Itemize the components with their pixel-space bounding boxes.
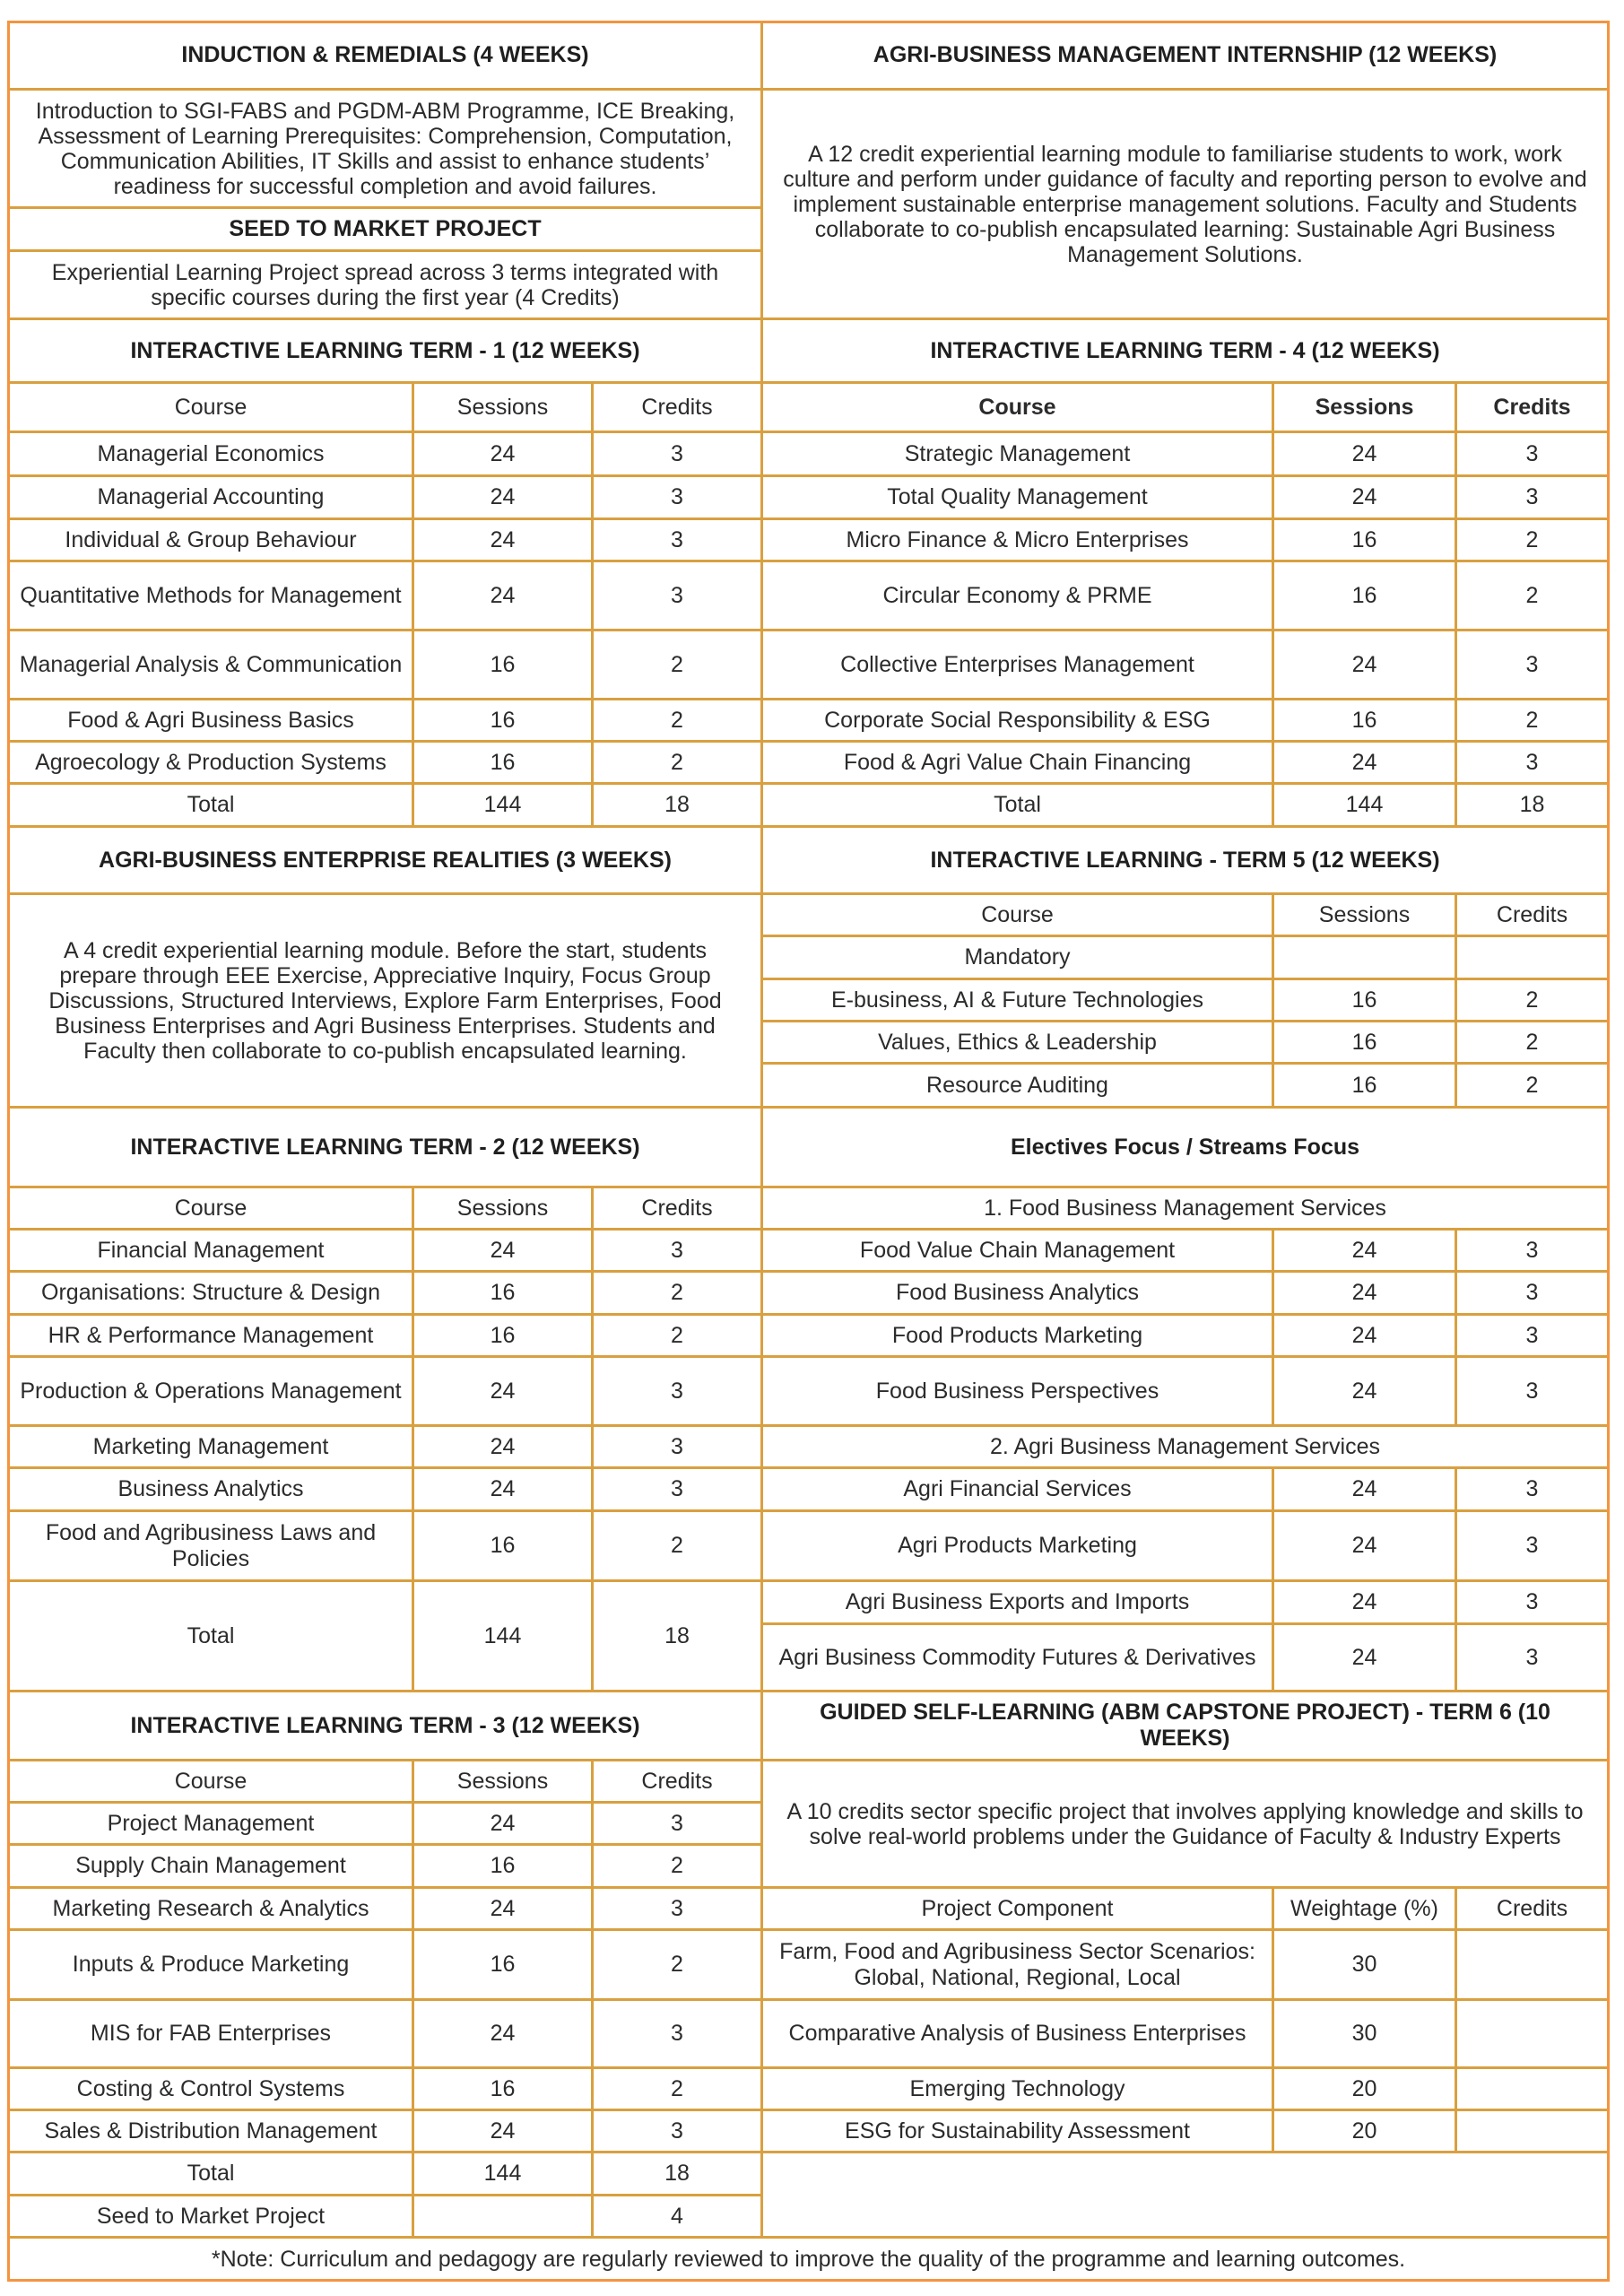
- term3-header-sessions: Sessions: [414, 1761, 594, 1804]
- term2-row-credits: 2: [594, 1316, 763, 1358]
- term3-row-sessions: 24: [414, 1889, 594, 1931]
- term4-row-sessions: 24: [1274, 433, 1457, 477]
- term2-row-sessions: 16: [414, 1512, 594, 1582]
- term1-header-sessions: Sessions: [414, 384, 594, 433]
- term4-row-credits: 2: [1457, 700, 1607, 743]
- term3-row-sessions: 16: [414, 2069, 594, 2111]
- term2-row-sessions: 24: [414, 1231, 594, 1273]
- capstone-row-course: Comparative Analysis of Business Enterprises: [763, 2001, 1274, 2069]
- term3-row-sessions: 16: [414, 1931, 594, 2001]
- induction-description: Introduction to SGI-FABS and PGDM-ABM Programme, ICE Breaking, Assessment of Learning Prerequisites: Comprehension, Computation, Communication Abilities, IT Skills and assist to enhance students’ readiness for successful completion and avoid failures.: [10, 91, 763, 209]
- term3-row-credits: 2: [594, 1931, 763, 2001]
- term1-row-course: Managerial Accounting: [10, 477, 414, 520]
- term3-row-credits: 18: [594, 2153, 763, 2196]
- term4-row-credits: 3: [1457, 477, 1607, 520]
- term2-row-credits: 3: [594, 1427, 763, 1469]
- term4-header-credits: Credits: [1457, 384, 1607, 433]
- term2-row-credits: 3: [594, 1469, 763, 1512]
- term1-row-credits: 2: [594, 743, 763, 785]
- term3-row-course: Sales & Distribution Management: [10, 2111, 414, 2153]
- term4-row-course: Total Quality Management: [763, 477, 1274, 520]
- term4-row-sessions: 24: [1274, 477, 1457, 520]
- term4-row-credits: 2: [1457, 520, 1607, 562]
- term4-row-credits: 3: [1457, 743, 1607, 785]
- capstone-row-credits: [1457, 2069, 1607, 2111]
- term4-header-sessions: Sessions: [1274, 384, 1457, 433]
- term3-row-credits: 3: [594, 2001, 763, 2069]
- term5-header-course: Course: [763, 895, 1274, 937]
- term2-row-sessions: 16: [414, 1316, 594, 1358]
- term2-header-sessions: Sessions: [414, 1188, 594, 1231]
- capstone-row-sessions: 30: [1274, 2001, 1457, 2069]
- stream-agri-row-sessions: 24: [1274, 1469, 1457, 1512]
- stream-food-row-credits: 3: [1457, 1316, 1607, 1358]
- enterprise-realities-description: A 4 credit experiential learning module. Before the start, students prepare through EEE Exercise, Appreciative Inquiry, Focus Group Discussions, Structured Interviews, Explore Farm Enterprises, Food Business Enterprises and Agri Business Enterprises. Students and Faculty then collaborate to co-publish encapsulated learning.: [10, 895, 763, 1109]
- term1-row-credits: 3: [594, 520, 763, 562]
- term1-row-sessions: 24: [414, 562, 594, 631]
- stream-agri-row-course: Agri Business Exports and Imports: [763, 1582, 1274, 1625]
- term4-row-course: Micro Finance & Micro Enterprises: [763, 520, 1274, 562]
- term2-row-course: Production & Operations Management: [10, 1358, 414, 1427]
- capstone-row-credits: [1457, 1931, 1607, 2001]
- term2-row-course: Food and Agribusiness Laws and Policies: [10, 1512, 414, 1582]
- term3-row-course: Seed to Market Project: [10, 2196, 414, 2239]
- stream-food-row-credits: 3: [1457, 1231, 1607, 1273]
- term3-row-credits: 3: [594, 1889, 763, 1931]
- term3-row-credits: 2: [594, 1846, 763, 1889]
- capstone-row-sessions: 20: [1274, 2111, 1457, 2153]
- stream-food-row-credits: 3: [1457, 1358, 1607, 1427]
- stream-food-row-course: Food Business Analytics: [763, 1273, 1274, 1316]
- term2-row-course: Total: [10, 1582, 414, 1692]
- capstone-row-course: ESG for Sustainability Assessment: [763, 2111, 1274, 2153]
- term5-title: INTERACTIVE LEARNING - TERM 5 (12 WEEKS): [763, 828, 1607, 895]
- term5-header-sessions: Sessions: [1274, 895, 1457, 937]
- term2-row-course: HR & Performance Management: [10, 1316, 414, 1358]
- term4-row-credits: 3: [1457, 631, 1607, 700]
- term3-row-course: Costing & Control Systems: [10, 2069, 414, 2111]
- induction-title: INDUCTION & REMEDIALS (4 WEEKS): [10, 22, 763, 91]
- stream-food-row-sessions: 24: [1274, 1358, 1457, 1427]
- term4-row-sessions: 24: [1274, 743, 1457, 785]
- footer-note: *Note: Curriculum and pedagogy are regularly reviewed to improve the quality of the programme and learning outcomes.: [211, 2247, 1406, 2272]
- term2-row-sessions: 144: [414, 1582, 594, 1692]
- capstone-description: A 10 credits sector specific project that involves applying knowledge and skills to solve real-world problems under the Guidance of Faculty & Industry Experts: [763, 1761, 1607, 1889]
- stream-agri-row-sessions: 24: [1274, 1582, 1457, 1625]
- capstone-title: GUIDED SELF-LEARNING (ABM CAPSTONE PROJECT) - TERM 6 (10 WEEKS): [763, 1692, 1607, 1761]
- term3-row-course: MIS for FAB Enterprises: [10, 2001, 414, 2069]
- term2-row-sessions: 24: [414, 1427, 594, 1469]
- term3-row-sessions: [414, 2196, 594, 2239]
- seed-to-market-title: SEED TO MARKET PROJECT: [10, 209, 763, 252]
- term2-row-sessions: 16: [414, 1273, 594, 1316]
- term1-row-course: Total: [10, 785, 414, 828]
- term5-row-sessions: 16: [1274, 1022, 1457, 1065]
- stream-food-row-course: Food Value Chain Management: [763, 1231, 1274, 1273]
- term1-row-sessions: 16: [414, 631, 594, 700]
- term4-row-course: Circular Economy & PRME: [763, 562, 1274, 631]
- stream-food-row-sessions: 24: [1274, 1316, 1457, 1358]
- capstone-row-sessions: 20: [1274, 2069, 1457, 2111]
- term1-row-course: Managerial Economics: [10, 433, 414, 477]
- term3-header-course: Course: [10, 1761, 414, 1804]
- term1-header-credits: Credits: [594, 384, 763, 433]
- internship-title: AGRI-BUSINESS MANAGEMENT INTERNSHIP (12 WEEKS): [763, 22, 1607, 91]
- stream-agri-row-course: Agri Business Commodity Futures & Derivatives: [763, 1625, 1274, 1692]
- term1-row-course: Agroecology & Production Systems: [10, 743, 414, 785]
- stream-food-row-credits: 3: [1457, 1273, 1607, 1316]
- stream-food-row-sessions: 24: [1274, 1273, 1457, 1316]
- term2-row-credits: 3: [594, 1231, 763, 1273]
- capstone-row-sessions: 30: [1274, 1931, 1457, 2001]
- term1-row-credits: 2: [594, 700, 763, 743]
- term2-row-credits: 2: [594, 1273, 763, 1316]
- internship-description: A 12 credit experiential learning module to familiarise students to work, work culture and perform under guidance of faculty and reporting person to evolve and implement sustainable enterprise management solutions. Faculty and Students collaborate to co-publish encapsulated learning: Sustainable Agri Business Management Solutions.: [763, 91, 1607, 320]
- term5-row-credits: 2: [1457, 1065, 1607, 1109]
- term5-mandatory-credits: [1457, 937, 1607, 980]
- term2-row-course: Business Analytics: [10, 1469, 414, 1512]
- term4-row-credits: 2: [1457, 562, 1607, 631]
- term2-title: INTERACTIVE LEARNING TERM - 2 (12 WEEKS): [10, 1109, 763, 1188]
- electives-title: Electives Focus / Streams Focus: [763, 1109, 1607, 1188]
- term1-row-credits: 3: [594, 433, 763, 477]
- stream-food-row-course: Food Products Marketing: [763, 1316, 1274, 1358]
- term1-row-course: Managerial Analysis & Communication: [10, 631, 414, 700]
- term3-header-credits: Credits: [594, 1761, 763, 1804]
- term1-row-course: Individual & Group Behaviour: [10, 520, 414, 562]
- term2-row-credits: 2: [594, 1512, 763, 1582]
- term4-row-course: Strategic Management: [763, 433, 1274, 477]
- term1-header-course: Course: [10, 384, 414, 433]
- stream-agri-title: 2. Agri Business Management Services: [763, 1427, 1607, 1469]
- term3-row-sessions: 144: [414, 2153, 594, 2196]
- term1-row-course: Food & Agri Business Basics: [10, 700, 414, 743]
- term1-row-sessions: 24: [414, 520, 594, 562]
- term3-row-credits: 2: [594, 2069, 763, 2111]
- term1-row-sessions: 24: [414, 477, 594, 520]
- stream-agri-row-sessions: 24: [1274, 1512, 1457, 1582]
- term5-row-sessions: 16: [1274, 1065, 1457, 1109]
- term4-row-sessions: 24: [1274, 631, 1457, 700]
- term4-row-credits: 3: [1457, 433, 1607, 477]
- term4-header-course: Course: [763, 384, 1274, 433]
- stream-food-row-sessions: 24: [1274, 1231, 1457, 1273]
- term4-row-sessions: 16: [1274, 700, 1457, 743]
- term3-row-course: Marketing Research & Analytics: [10, 1889, 414, 1931]
- term4-row-sessions: 16: [1274, 520, 1457, 562]
- capstone-header-sessions: Weightage (%): [1274, 1889, 1457, 1931]
- stream-food-title: 1. Food Business Management Services: [763, 1188, 1607, 1231]
- term3-row-course: Inputs & Produce Marketing: [10, 1931, 414, 2001]
- seed-to-market-description: Experiential Learning Project spread across 3 terms integrated with specific courses during the first year (4 Credits): [10, 252, 763, 320]
- term3-row-sessions: 24: [414, 2111, 594, 2153]
- term1-row-credits: 2: [594, 631, 763, 700]
- term4-row-course: Corporate Social Responsibility & ESG: [763, 700, 1274, 743]
- stream-agri-row-credits: 3: [1457, 1512, 1607, 1582]
- capstone-header-credits: Credits: [1457, 1889, 1607, 1931]
- capstone-row-credits: [1457, 2111, 1607, 2153]
- stream-agri-row-credits: 3: [1457, 1625, 1607, 1692]
- term4-row-credits: 18: [1457, 785, 1607, 828]
- term3-row-course: Project Management: [10, 1804, 414, 1846]
- term5-row-credits: 2: [1457, 1022, 1607, 1065]
- capstone-row-credits: [1457, 2001, 1607, 2069]
- term1-title: INTERACTIVE LEARNING TERM - 1 (12 WEEKS): [10, 320, 763, 384]
- term5-row-course: Resource Auditing: [763, 1065, 1274, 1109]
- term5-header-credits: Credits: [1457, 895, 1607, 937]
- term4-row-sessions: 16: [1274, 562, 1457, 631]
- term3-row-sessions: 24: [414, 2001, 594, 2069]
- capstone-row-course: Emerging Technology: [763, 2069, 1274, 2111]
- term4-row-sessions: 144: [1274, 785, 1457, 828]
- term2-header-course: Course: [10, 1188, 414, 1231]
- term3-row-credits: 3: [594, 1804, 763, 1846]
- term3-row-course: Total: [10, 2153, 414, 2196]
- term2-row-sessions: 24: [414, 1358, 594, 1427]
- enterprise-realities-title: AGRI-BUSINESS ENTERPRISE REALITIES (3 WEEKS): [10, 828, 763, 895]
- term5-row-course: Values, Ethics & Leadership: [763, 1022, 1274, 1065]
- term1-row-course: Quantitative Methods for Management: [10, 562, 414, 631]
- term4-row-course: Total: [763, 785, 1274, 828]
- stream-agri-row-sessions: 24: [1274, 1625, 1457, 1692]
- term4-title: INTERACTIVE LEARNING TERM - 4 (12 WEEKS): [763, 320, 1607, 384]
- term3-title: INTERACTIVE LEARNING TERM - 3 (12 WEEKS): [10, 1692, 763, 1761]
- term3-row-course: Supply Chain Management: [10, 1846, 414, 1889]
- stream-agri-row-credits: 3: [1457, 1582, 1607, 1625]
- stream-agri-row-course: Agri Financial Services: [763, 1469, 1274, 1512]
- stream-agri-row-course: Agri Products Marketing: [763, 1512, 1274, 1582]
- term2-header-credits: Credits: [594, 1188, 763, 1231]
- term2-row-sessions: 24: [414, 1469, 594, 1512]
- term2-row-credits: 3: [594, 1358, 763, 1427]
- stream-food-row-course: Food Business Perspectives: [763, 1358, 1274, 1427]
- term1-row-sessions: 16: [414, 700, 594, 743]
- term5-row-course: E-business, AI & Future Technologies: [763, 980, 1274, 1022]
- term5-row-sessions: 16: [1274, 980, 1457, 1022]
- term4-row-course: Collective Enterprises Management: [763, 631, 1274, 700]
- term5-mandatory-label: Mandatory: [763, 937, 1274, 980]
- term3-row-credits: 4: [594, 2196, 763, 2239]
- term3-row-sessions: 16: [414, 1846, 594, 1889]
- term1-row-sessions: 24: [414, 433, 594, 477]
- term1-row-sessions: 144: [414, 785, 594, 828]
- capstone-header-course: Project Component: [763, 1889, 1274, 1931]
- term4-row-course: Food & Agri Value Chain Financing: [763, 743, 1274, 785]
- term2-row-credits: 18: [594, 1582, 763, 1692]
- term3-row-sessions: 24: [414, 1804, 594, 1846]
- capstone-row-course: Farm, Food and Agribusiness Sector Scenarios: Global, National, Regional, Local: [763, 1931, 1274, 2001]
- capstone-blank: [763, 2153, 1607, 2239]
- term1-row-credits: 3: [594, 477, 763, 520]
- term1-row-sessions: 16: [414, 743, 594, 785]
- term5-row-credits: 2: [1457, 980, 1607, 1022]
- term1-row-credits: 18: [594, 785, 763, 828]
- term5-mandatory-sessions: [1274, 937, 1457, 980]
- term2-row-course: Marketing Management: [10, 1427, 414, 1469]
- term2-row-course: Financial Management: [10, 1231, 414, 1273]
- term2-row-course: Organisations: Structure & Design: [10, 1273, 414, 1316]
- term1-row-credits: 3: [594, 562, 763, 631]
- term3-row-credits: 3: [594, 2111, 763, 2153]
- stream-agri-row-credits: 3: [1457, 1469, 1607, 1512]
